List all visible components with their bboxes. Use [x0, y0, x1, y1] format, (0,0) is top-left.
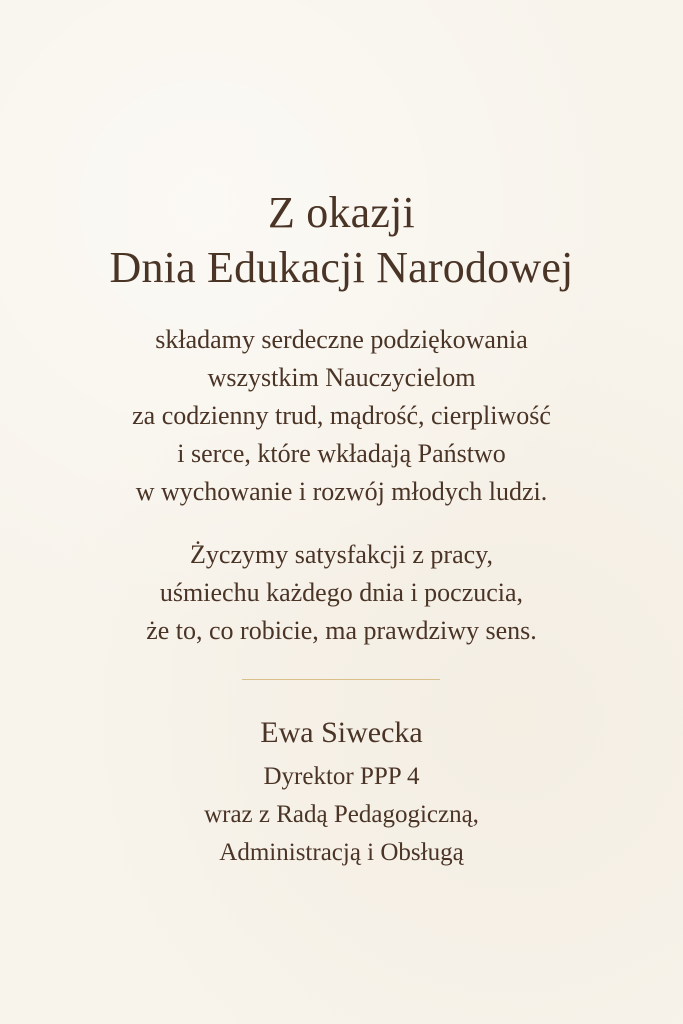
thanks-line-1: składamy serdeczne podziękowania [155, 325, 528, 354]
wishes-line-2: uśmiechu każdego dnia i poczucia, [159, 578, 524, 607]
signature-name: Ewa Siwecka [260, 716, 423, 749]
thanks-line-3: za codzienny trud, mądrość, cierpliwość [132, 401, 551, 430]
wishes-line-3: że to, co robicie, ma prawdziwy sens. [146, 616, 537, 645]
signature-line-2: wraz z Radą Pedagogiczną, [204, 801, 479, 828]
heading-line-1: Z okazji [268, 188, 415, 237]
signature-line-1: Dyrektor PPP 4 [263, 763, 420, 790]
thanks-line-4: i serce, które wkładają Państwo [177, 439, 506, 468]
ornamental-divider [242, 679, 440, 680]
signature-line-3: Administracją i Obsługą [219, 839, 464, 866]
thanks-line-2: wszystkim Nauczycielom [207, 363, 476, 392]
thanks-line-5: w wychowanie i rozwój młodych ludzi. [135, 477, 548, 506]
wishes-line-1: Życzymy satysfakcji z pracy, [190, 540, 493, 569]
heading-line-2: Dnia Edukacji Narodowej [109, 243, 574, 292]
